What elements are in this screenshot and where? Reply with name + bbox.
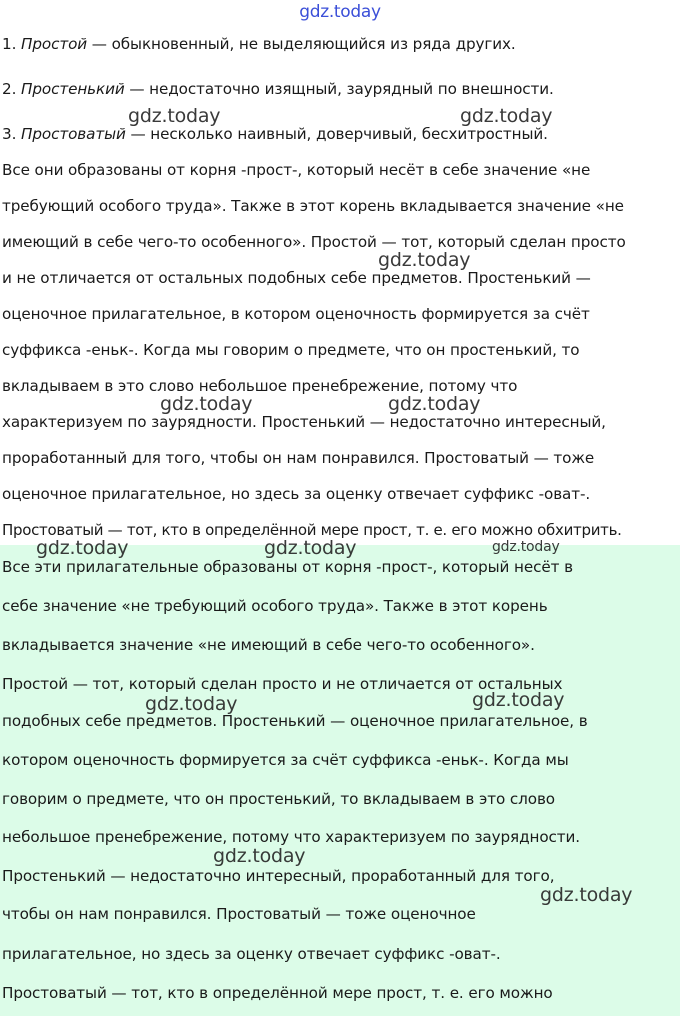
watermark: gdz.today: [36, 537, 129, 559]
definition-text: — обыкновенный, не выделяющийся из ряда других.: [87, 35, 516, 53]
definition-term: Простенький: [21, 80, 125, 98]
definition-number: 3.: [2, 125, 17, 143]
watermark: gdz.today: [378, 249, 471, 271]
answer-line: Простенький — недостаточно интересный, проработанный для того,: [2, 867, 555, 885]
explanation-line: оценочное прилагательное, в котором оценочность формируется за счёт: [2, 305, 590, 323]
watermark: gdz.today: [160, 393, 253, 415]
watermark: gdz.today: [145, 693, 238, 715]
explanation-line: вкладываем в это слово небольшое пренебрежение, потому что: [2, 377, 518, 395]
explanation-line: проработанный для того, чтобы он нам понравился. Простоватый — тоже: [2, 449, 595, 467]
explanation-line: Простоватый — тот, кто в определённой мере прост, т. е. его можно обхитрить.: [2, 521, 622, 539]
explanation-line: Все они образованы от корня -прост-, который несёт в себе значение «не: [2, 161, 591, 179]
definition-term: Простоватый: [21, 125, 126, 143]
definition-text: — недостаточно изящный, заурядный по внешности.: [124, 80, 554, 98]
watermark: gdz.today: [213, 845, 306, 867]
answer-line: Все эти прилагательные образованы от корня -прост-, который несёт в: [2, 558, 573, 576]
watermark-header: gdz.today: [299, 2, 381, 22]
watermark: gdz.today: [264, 537, 357, 559]
definition-term: Простой: [21, 35, 88, 53]
answer-line: подобных себе предметов. Простенький — оценочное прилагательное, в: [2, 712, 588, 730]
definition-number: 2.: [2, 80, 17, 98]
definition-item: [2, 124, 548, 144]
answer-line: небольшое пренебрежение, потому что характеризуем по заурядности.: [2, 828, 581, 846]
explanation-line: требующий особого труда». Также в этот корень вкладывается значение «не: [2, 197, 624, 215]
answer-line: говорим о предмете, что он простенький, то вкладываем в это слово: [2, 790, 555, 808]
watermark: gdz.today: [460, 105, 553, 127]
answer-line: котором оценочность формируется за счёт суффикса -еньк-. Когда мы: [2, 751, 569, 769]
watermark: gdz.today: [492, 539, 560, 555]
watermark: gdz.today: [472, 689, 565, 711]
watermark: gdz.today: [388, 393, 481, 415]
answer-line: себе значение «не требующий особого труда». Также в этот корень: [2, 597, 548, 615]
answer-line: вкладывается значение «не имеющий в себе чего-то особенного».: [2, 636, 535, 654]
explanation-line: характеризуем по заурядности. Простенький — недостаточно интересный,: [2, 413, 606, 431]
answer-line: чтобы он нам понравился. Простоватый — тоже оценочное: [2, 905, 476, 923]
explanation-line: и не отличается от остальных подобных себе предметов. Простенький —: [2, 269, 591, 287]
answer-line: Простоватый — тот, кто в определённой мере прост, т. е. его можно: [2, 984, 553, 1002]
watermark: gdz.today: [540, 884, 633, 906]
explanation-line: оценочное прилагательное, но здесь за оценку отвечает суффикс -оват-.: [2, 485, 591, 503]
definition-item: [2, 34, 516, 54]
definition-text: — несколько наивный, доверчивый, бесхитростный.: [125, 125, 548, 143]
watermark: gdz.today: [128, 105, 221, 127]
explanation-line: суффикса -еньк-. Когда мы говорим о предмете, что он простенький, то: [2, 341, 580, 359]
definition-item: [2, 79, 554, 99]
answer-line: прилагательное, но здесь за оценку отвечает суффикс -оват-.: [2, 945, 501, 963]
definition-number: 1.: [2, 35, 17, 53]
answer-line: Простой — тот, который сделан просто и не отличается от остальных: [2, 675, 563, 693]
explanation-line: имеющий в себе чего-то особенного». Простой — тот, который сделан просто: [2, 233, 626, 251]
